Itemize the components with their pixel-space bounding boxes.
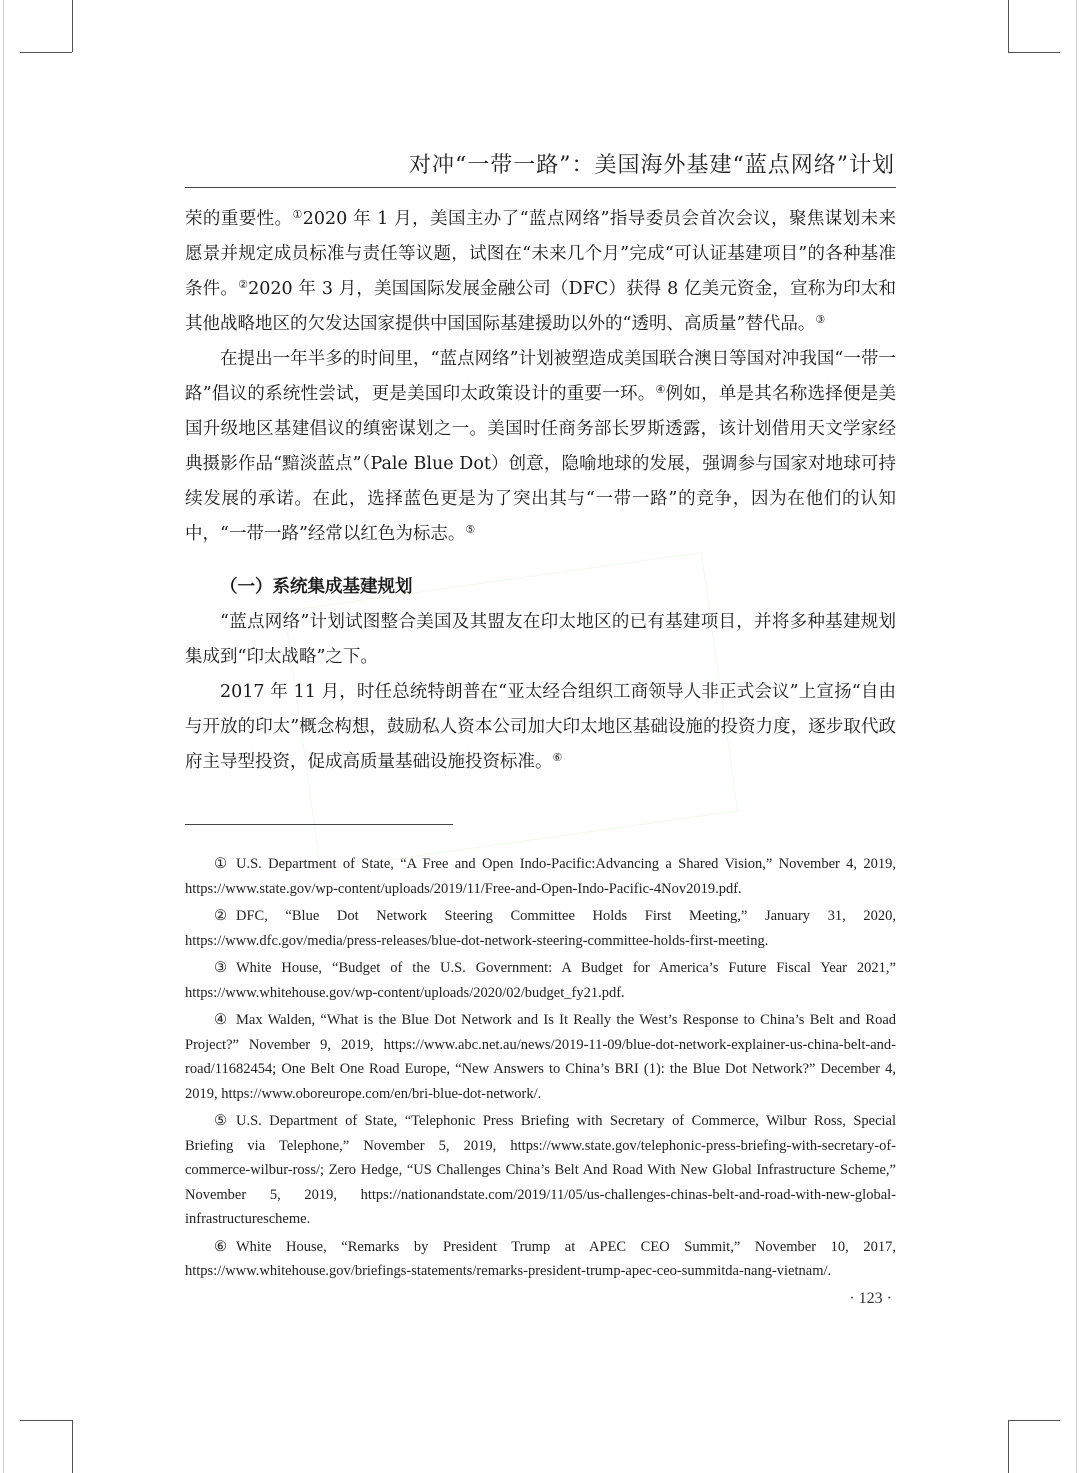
footnote-text: White House, “Budget of the U.S. Government: A Budget for America’s Future Fiscal Year 2021,” https://www.whitehouse.gov/wp-content/uploads/2020/02/budget_fy21.pdf.: [185, 960, 896, 1001]
footnote-rule: [185, 824, 453, 825]
footnote-text: Max Walden, “What is the Blue Dot Network and Is It Really the West’s Response to China’s Belt and Road Project?” November 9, 2019, https://www.abc.net.au/news/2019-11-09/blue-dot-network-explainer-us-china-belt-and-road/11682454; One Belt One Road Europe, “New Answers to China’s BRI (1): the Blue Dot Network?” December 4, 2019, https://www.oboreurope.com/en/bri-blue-dot-network/.: [185, 1012, 896, 1102]
footnote-ref-6[interactable]: ⑥: [552, 751, 563, 764]
page-number: · 123 ·: [849, 1290, 892, 1307]
crop-mark-bottom-right-v: [1008, 1420, 1009, 1473]
running-title: 对冲“一带一路”：美国海外基建“蓝点网络”计划: [409, 153, 895, 178]
paragraph-2: 在提出一年半多的时间里，“蓝点网络”计划被塑造成美国联合澳日等国对冲我国“一带一路”倡议的系统性尝试，更是美国印太政策设计的重要一环。④例如，单是其名称选择便是美国升级地区基建倡议的缜密谋划之一。美国时任商务部长罗斯透露，该计划借用天文学家经典摄影作品“黯淡蓝点”（Pale Blue Dot）创意，隐喻地球的发展，强调参与国家对地球可持续发展的承诺。在此，选择蓝色更是为了突出其与“一带一路”的竞争，因为在他们的认知中，“一带一路”经常以红色为标志。⑤: [185, 349, 896, 544]
footnote-5: [185, 1109, 896, 1232]
header-rule: [185, 187, 896, 188]
footnote-6: [185, 1235, 896, 1284]
body-text: [185, 202, 896, 780]
section-heading: （一）系统集成基建规划: [220, 577, 413, 597]
footnote-text: U.S. Department of State, “Telephonic Press Briefing with Secretary of Commerce, Wilbur Ross, Special Briefing via Telephone,” November 5, 2019, https://www.state.gov/telephonic-press-briefing-with-secretary-of-commerce-wilbur-ross/; Zero Hedge, “US Challenges China’s Belt And Road With New Global Infrastructure Scheme,” November 5, 2019, https://nationandstate.com/2019/11/05/us-challenges-chinas-belt-and-road-with-new-global-infrastructurescheme.: [185, 1113, 896, 1227]
footnote-mark: ④: [214, 1012, 227, 1028]
footnote-4: [185, 1008, 896, 1106]
crop-mark-bottom-left-v: [72, 1420, 73, 1473]
footnote-ref-2[interactable]: ②: [238, 278, 249, 291]
footnote-mark: ①: [214, 856, 227, 872]
footnote-2: [185, 904, 896, 953]
crop-mark-top-left-h: [20, 52, 72, 53]
footnote-ref-5[interactable]: ⑤: [465, 523, 476, 536]
footnote-mark: ②: [214, 908, 227, 924]
footnote-text: White House, “Remarks by President Trump at APEC CEO Summit,” November 10, 2017, https://www.whitehouse.gov/briefings-statements/remarks-president-trump-apec-ceo-summitda-nang-vietnam/.: [185, 1238, 896, 1279]
crop-mark-bottom-right-h: [1008, 1420, 1060, 1421]
crop-mark-top-right-h: [1008, 52, 1060, 53]
footnotes: [185, 852, 896, 1287]
footnote-text: U.S. Department of State, “A Free and Open Indo-Pacific:Advancing a Shared Vision,” November 4, 2019, https://www.state.gov/wp-content/uploads/2019/11/Free-and-Open-Indo-Pacific-4Nov2019.pdf.: [185, 856, 896, 897]
crop-mark-bottom-left-h: [20, 1420, 72, 1421]
footnote-ref-1[interactable]: ①: [292, 208, 303, 221]
footnote-1: [185, 852, 896, 901]
crop-mark-top-right-v: [1008, 0, 1009, 52]
paragraph-3: “蓝点网络”计划试图整合美国及其盟友在印太地区的已有基建项目，并将多种基建规划集成到“印太战略”之下。: [185, 612, 896, 667]
paragraph-1: 荣的重要性。①2020 年 1 月，美国主办了“蓝点网络”指导委员会首次会议，聚焦谋划未来愿景并规定成员标准与责任等议题，试图在“未来几个月”完成“可认证基建项目”的各种基准条件。②2020 年 3 月，美国国际发展金融公司（DFC）获得 8 亿美元资金，宣称为印太和其他战略地区的欠发达国家提供中国国际基建援助以外的“透明、高质量”替代品。③: [185, 208, 897, 334]
footnote-text: DFC, “Blue Dot Network Steering Committee Holds First Meeting,” January 31, 2020, https://www.dfc.gov/media/press-releases/blue-dot-network-steering-committee-holds-first-meeting.: [185, 908, 896, 949]
footnote-ref-4[interactable]: ④: [655, 383, 666, 396]
footnote-ref-3[interactable]: ③: [815, 313, 826, 326]
crop-mark-top-left-v: [72, 0, 73, 52]
footnote-3: [185, 956, 896, 1005]
footnote-mark: ③: [214, 960, 227, 976]
footnote-mark: ⑥: [214, 1238, 227, 1255]
paragraph-4: 2017 年 11 月，时任总统特朗普在“亚太经合组织工商领导人非正式会议”上宣扬“自由与开放的印太”概念构想，鼓励私人资本公司加大印太地区基础设施的投资力度，逐步取代政府主导型投资，促成高质量基础设施投资标准。⑥: [185, 682, 896, 772]
footnote-mark: ⑤: [214, 1113, 227, 1129]
